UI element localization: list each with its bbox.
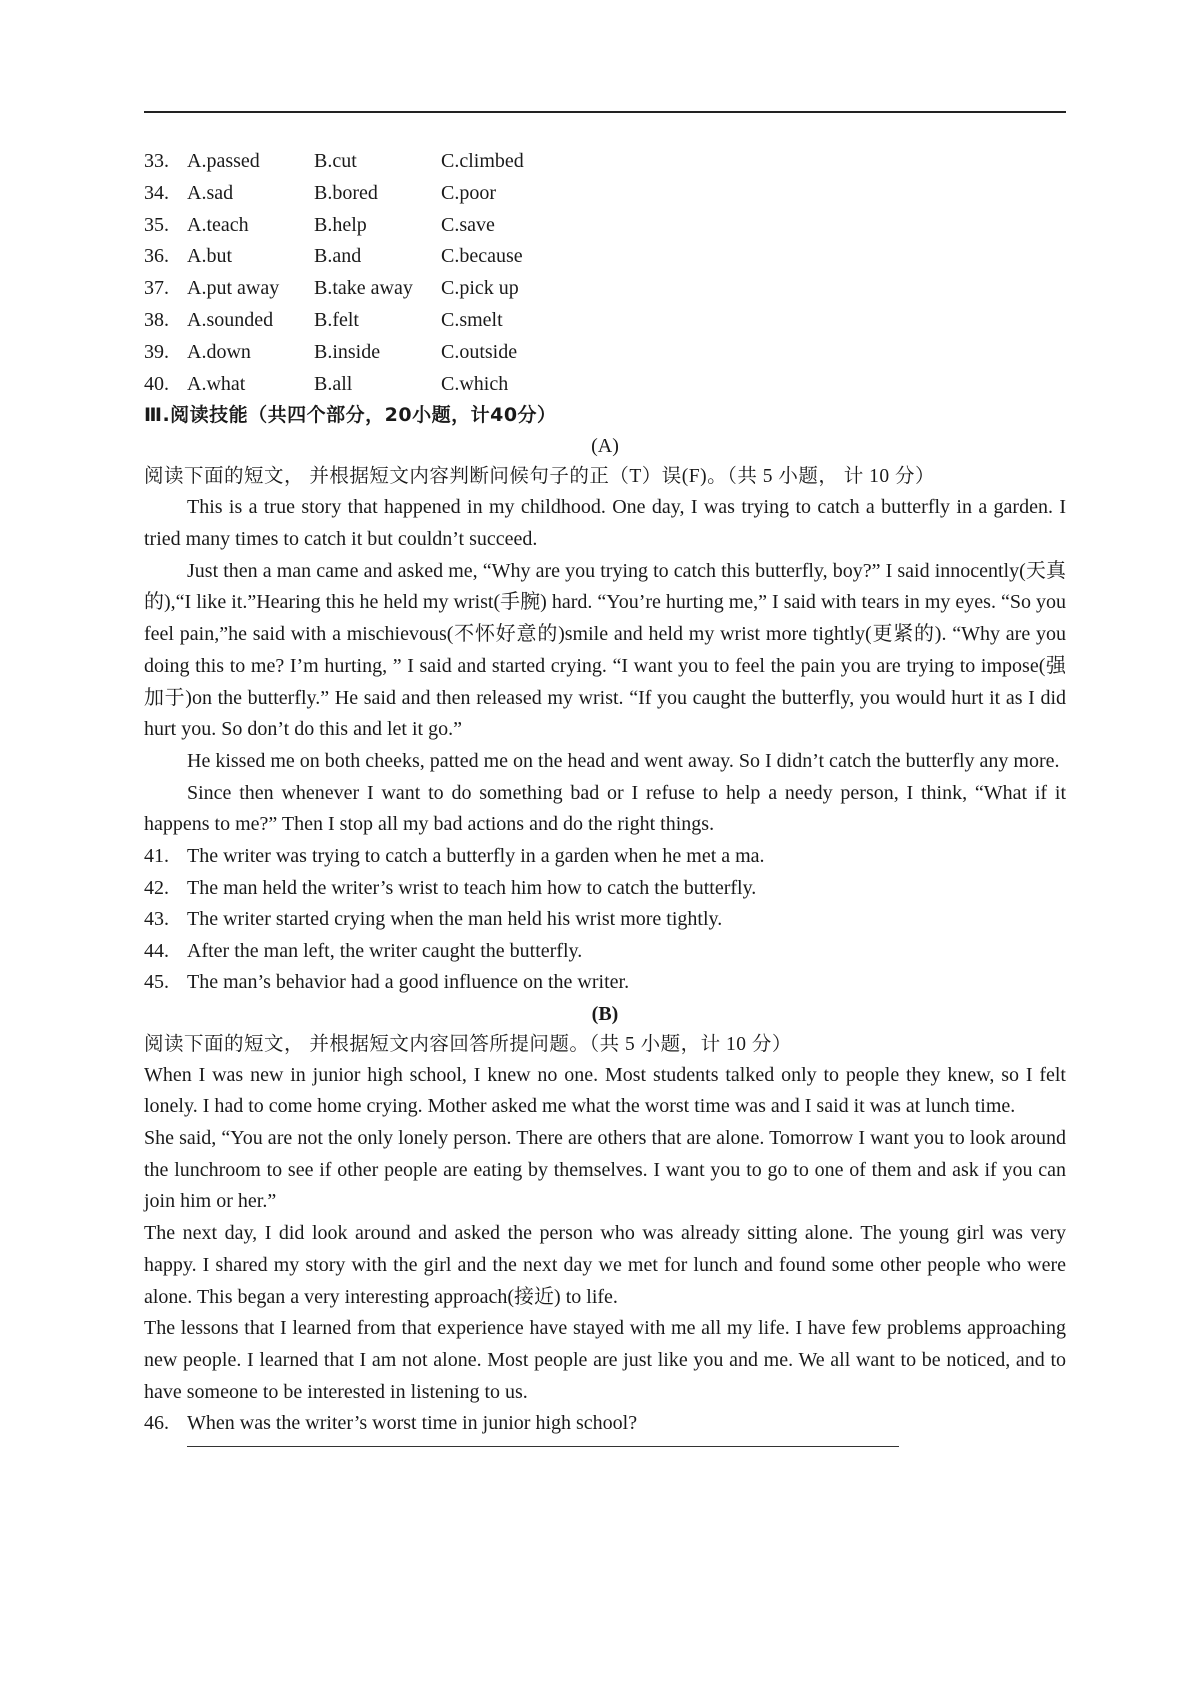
question-row <box>144 873 1066 905</box>
option-c: C.poor <box>441 181 496 204</box>
reading-part-b <box>144 999 1066 1447</box>
reading-part-a <box>144 431 1066 998</box>
question-number: 41. <box>144 845 169 868</box>
option-a: A.what <box>187 372 246 395</box>
option-b: B.inside <box>314 340 381 363</box>
passage-paragraph: The lessons that I learned from that experience have stayed with me all my life. I have few problems approaching new people. I learned that I am not alone. Most people are just like you and me. We all want to be noticed, and to have someone to be interested in listening to us. <box>144 1317 1066 1403</box>
question-text: The man’s behavior had a good influence on the writer. <box>187 971 630 994</box>
question-text: The writer was trying to catch a butterfly in a garden when he met a ma. <box>187 845 765 868</box>
question-row <box>144 841 1066 873</box>
question-number: 44. <box>144 939 169 962</box>
part-b-label: (B) <box>591 1002 619 1025</box>
question-row <box>144 967 1066 999</box>
option-b: B.all <box>314 372 353 395</box>
part-a-label: (A) <box>591 435 619 458</box>
option-a: A.passed <box>187 150 260 172</box>
option-a: A.but <box>187 245 232 268</box>
question-text: The man held the writer’s wrist to teach him how to catch the butterfly. <box>187 876 757 899</box>
option-a: A.teach <box>187 213 249 236</box>
choice-row <box>144 337 1066 369</box>
question-number: 40. <box>144 372 169 395</box>
option-b: B.take away <box>314 277 413 300</box>
option-a: A.put away <box>187 277 280 300</box>
passage-paragraph: When I was new in junior high school, I knew no one. Most students talked only to people they knew, so I felt lonely. I had to come home crying. Mother asked me what the worst time was and I said it was at lunch time. <box>144 1063 1066 1118</box>
question-number: 45. <box>144 971 169 994</box>
part-a-instruction: 阅读下面的短文， 并根据短文内容判断问候句子的正（T）误(F)。（共 5 小题， 计 10 分） <box>144 466 935 488</box>
option-b: B.help <box>314 213 367 236</box>
choice-row <box>144 178 1066 210</box>
question-row <box>144 936 1066 968</box>
passage-paragraph: Since then whenever I want to do something bad or I refuse to help a needy person, I think, “What if it happens to me?” Then I stop all my bad actions and do the right things. <box>144 781 1066 836</box>
question-number: 34. <box>144 181 169 204</box>
question-number: 37. <box>144 277 169 300</box>
choice-row <box>144 273 1066 305</box>
passage-paragraph: She said, “You are not the only lonely person. There are others that are alone. Tomorrow I want you to look around the lunchroom to see if other people are eating by themselves. I want you to go to one of them and ask if you can join him or her.” <box>144 1127 1066 1213</box>
option-c: C.climbed <box>441 150 524 172</box>
option-c: C.because <box>441 245 523 268</box>
option-c: C.smelt <box>441 308 503 331</box>
option-c: C.pick up <box>441 277 519 300</box>
page-content <box>144 146 1066 1447</box>
option-b: B.and <box>314 245 362 268</box>
option-b: B.cut <box>314 150 357 172</box>
passage-paragraph: The next day, I did look around and asked the person who was already sitting alone. The young girl was very happy. I shared my story with the girl and the next day we met for lunch and found some other people who were alone. This began a very interesting approach(接近) to life. <box>144 1222 1066 1308</box>
choice-row <box>144 305 1066 337</box>
question-row <box>144 904 1066 936</box>
question-number: 46. <box>144 1412 169 1435</box>
option-c: C.which <box>441 372 509 395</box>
question-number: 43. <box>144 908 169 931</box>
question-number: 42. <box>144 876 169 899</box>
passage-paragraph: He kissed me on both cheeks, patted me on the head and went away. So I didn’t catch the butterfly any more. <box>187 750 1060 772</box>
choice-row <box>144 146 1066 178</box>
choice-row <box>144 241 1066 273</box>
question-number: 39. <box>144 340 169 363</box>
answer-blank-line[interactable] <box>187 1446 899 1447</box>
question-number: 36. <box>144 245 169 268</box>
true-false-questions <box>144 841 1066 999</box>
section-title: Ⅲ.阅读技能（共四个部分，20小题，计40分） <box>144 404 557 427</box>
choice-row <box>144 369 1066 401</box>
option-c: C.outside <box>441 340 518 363</box>
question-number: 38. <box>144 308 169 331</box>
question-text: After the man left, the writer caught the butterfly. <box>187 939 583 962</box>
option-c: C.save <box>441 213 495 236</box>
passage-paragraph: This is a true story that happened in my childhood. One day, I was trying to catch a butterfly in a garden. I tried many times to catch it but couldn’t succeed. <box>144 496 1066 551</box>
passage-paragraph: Just then a man came and asked me, “Why are you trying to catch this butterfly, boy?” I said innocently(天真的),“I like it.”Hearing this he held my wrist(手腕) hard. “You’re hurting me,” I said with tears in my eyes. “So you feel pain,”he said with a mischievous(不怀好意的)smile and held my wrist more tightly(更紧的). “Why are you doing this to me? I’m hurting, ” I said and started crying. “I want you to feel the pain you are trying to impose(强加于)on the butterfly.” He said and then released my wrist. “If you caught the butterfly, you would hurt it as I did hurt you. So don’t do this and let it go.” <box>144 559 1066 741</box>
question-row <box>144 1408 1066 1440</box>
option-b: B.bored <box>314 181 378 204</box>
part-b-instruction: 阅读下面的短文， 并根据短文内容回答所提问题。（共 5 小题，计 10 分） <box>144 1033 792 1055</box>
question-text: When was the writer’s worst time in junior high school? <box>187 1412 638 1435</box>
question-number: 33. <box>144 150 169 172</box>
question-number: 35. <box>144 213 169 236</box>
choice-row <box>144 210 1066 242</box>
option-a: A.down <box>187 340 251 363</box>
option-a: A.sad <box>187 181 234 204</box>
choice-list <box>144 146 1066 400</box>
option-a: A.sounded <box>187 308 274 331</box>
question-text: The writer started crying when the man held his wrist more tightly. <box>187 908 723 931</box>
option-b: B.felt <box>314 308 359 331</box>
header-rule <box>144 111 1066 113</box>
